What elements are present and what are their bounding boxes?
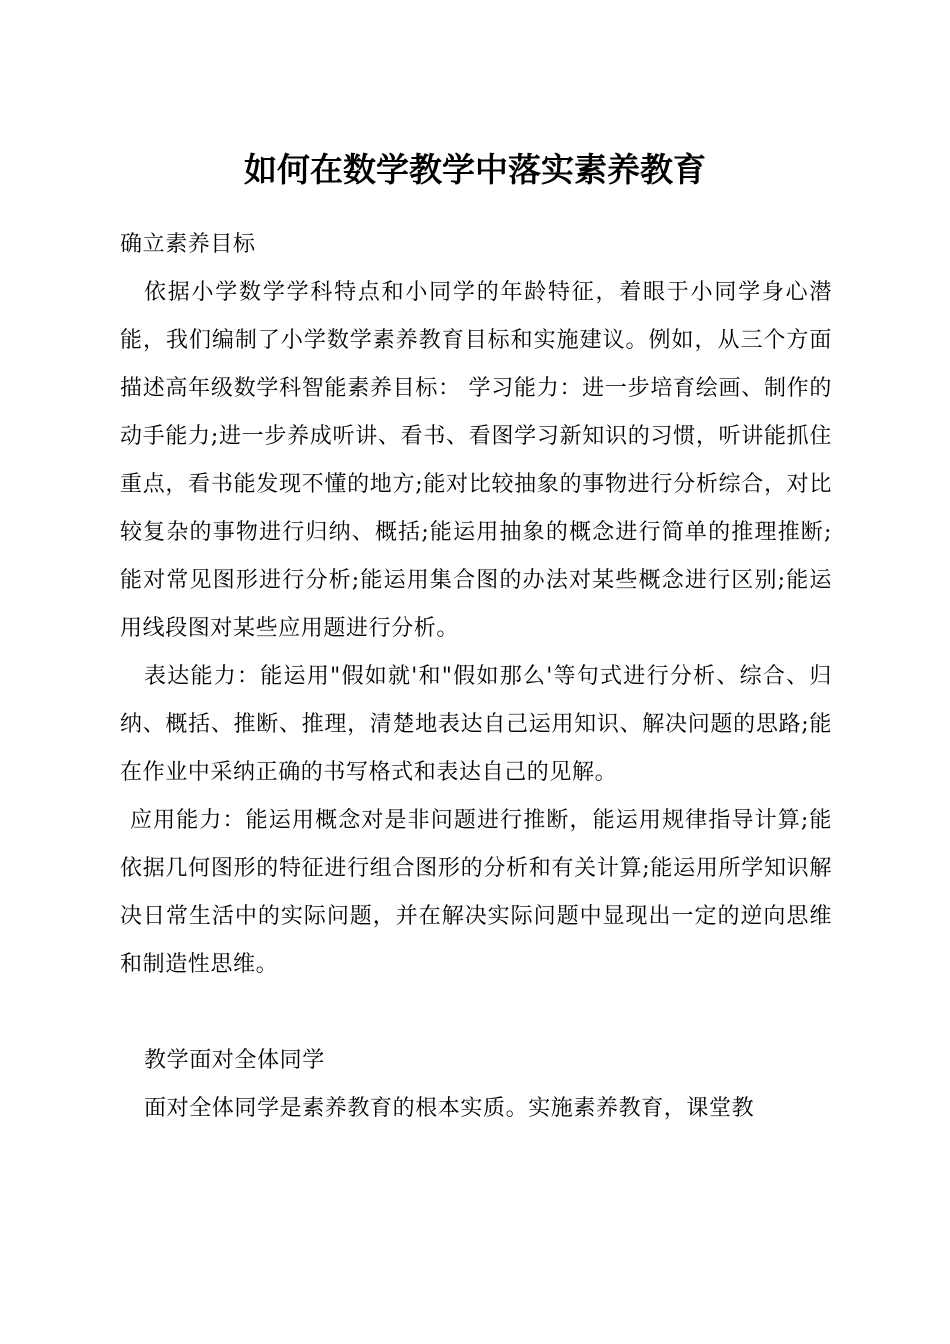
section-heading: 教学面对全体同学 bbox=[144, 1048, 325, 1073]
paragraph: 应用能力：能运用概念对是非问题进行推断，能运用规律指导计算;能依据几何图形的特征进行组合图形的分析和有关计算;能运用所学知识解决日常生活中的实际问题，并在解决实际问题中显现出一定的逆向思维和制造性思维。 bbox=[120, 808, 832, 977]
paragraph: 依据小学数学学科特点和小同学的年龄特征，着眼于小同学身心潜能，我们编制了小学数学素养教育目标和实施建议。例如，从三个方面描述高年级数学科智能素养目标： 学习能力：进一步培育绘画、制作的动手能力;进一步养成听讲、看书、看图学习新知识的习惯，听讲能抓住重点，看书能发现不懂的地方;能对比较抽象的事物进行分析综合，对比较复杂的事物进行归纳、概括;能运用抽象的概念进行简单的推理推断;能对常见图形进行分析;能运用集合图的办法对某些概念进行区别;能运用线段图对某些应用题进行分析。 bbox=[120, 280, 832, 641]
paragraph: 面对全体同学是素养教育的根本实质。实施素养教育，课堂教 bbox=[144, 1096, 755, 1121]
section-heading: 确立素养目标 bbox=[120, 232, 256, 257]
document-body bbox=[120, 221, 832, 1133]
document-title: 如何在数学教学中落实素养教育 bbox=[244, 150, 706, 189]
paragraph: 表达能力：能运用"假如就'和"假如那么'等句式进行分析、综合、归纳、概括、推断、推理，清楚地表达自己运用知识、解决问题的思路;能在作业中采纳正确的书写格式和表达自己的见解。 bbox=[120, 664, 832, 785]
section-gap bbox=[120, 989, 832, 1037]
